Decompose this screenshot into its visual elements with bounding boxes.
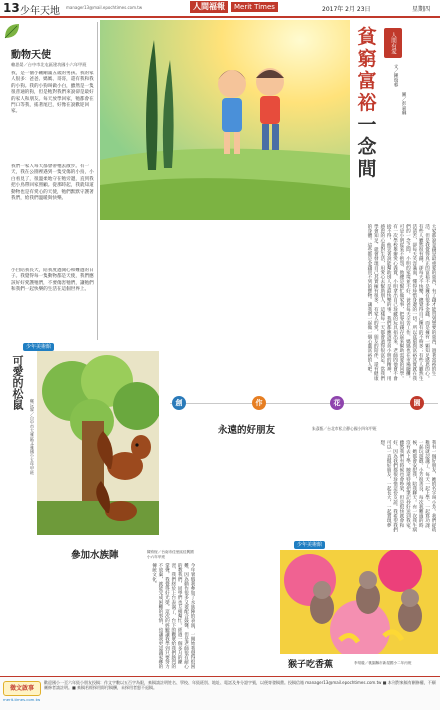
leaf-icon (3, 22, 21, 40)
banner-line (170, 403, 438, 404)
creative-garden-banner (170, 393, 438, 415)
story-author: 賴思晏／台中市北屯區建功國小六年甲班 (11, 62, 87, 67)
banner-char: 園 (410, 396, 424, 410)
issue-date: 2017年 2月 23日 (322, 6, 371, 13)
story-paragraph: 我們一家人每天都會帶牠去散步。有一天，我在公園裡遇到一隻受傷的小鳥，小白看見了，很溫柔地守在牠旁邊，直到我把小鳥帶回家照顧。從那時起，我就知道動物也是有愛心的天使，牠們默默守護著我們，給我們溫暖與快樂。 (11, 164, 94, 202)
title-char: 窮 (357, 48, 377, 70)
art-author: 李易璇／桃園縣市新屋國小二年丙班 (354, 661, 412, 665)
page-number: 13 (3, 1, 20, 15)
story-title: 動物天使 (11, 50, 51, 61)
art-title: 猴子吃香蕉 (288, 660, 334, 670)
story-paragraph: 我，是一個小剛剛滿五歲的男孩。我的家人很多：爸爸、媽媽、哥哥，還有我和我的小狗。我的小狗叫做小白，雖然是一隻很普通的狗，但是牠對我們來說卻是最好的家人和朋友。每天放學回家，牠都會在門口等我，搖著尾巴，好像在說歡迎回家。 (11, 71, 94, 115)
page-header (0, 0, 440, 18)
brand-english: Merit Times (231, 2, 278, 12)
call-for-submissions-badge: 徵文啟事 (3, 681, 41, 696)
story-paragraph: 小白陪我長大，陪我度過開心和難過的日子。我覺得每一隻動物都是天使，我們應該好好愛護牠們，不要傷害牠們，讓牠們和我們一起快樂的生活在這個世界上。 (11, 268, 94, 293)
art-author: 鄭沅霖／台中市大雅區文雅國小五年甲班 (30, 399, 35, 475)
story-title: 永遠的好朋友 (218, 425, 276, 436)
banner-char: 創 (172, 396, 186, 410)
monkey-artwork (280, 541, 438, 675)
title-char: 裕 (357, 92, 377, 114)
monkey-drawing (280, 550, 438, 654)
footer-text: 歡迎國小一至六年級小朋友投稿：作文字數以五百字為限，來稿請註明姓名、學校、年級班別、地址、電話及身分證字號，以便寄發稿費。投稿信箱 manager13@mail.epochtimes.com.tw ■ 本刊對來稿有刪修權，不願刪修者請註明。■ 來稿若經採用即付稿酬，未採用者恕不退稿。 (44, 680, 436, 691)
banner-char: 作 (252, 396, 266, 410)
footer-notice (0, 676, 440, 710)
water-story (3, 541, 197, 675)
title-char: 富 (357, 70, 377, 92)
title-char: 一 (357, 114, 377, 136)
feature-illustration (100, 20, 350, 220)
feature-body: 大家都說金錢是最重要的東西，有了錢才能買到想要的東西，過著富裕的生活。但是我覺得真正的富裕不是擁有很多金錢，而是擁有一顆知足感恩的心。有些人雖然很有錢，卻每天不快樂，總覺得自己擁有的不夠多；有些人雖然生活清苦，卻每天笑容滿面，懂得珍惜身邊的一切。所以貧窮與富裕其實就在我們的一念之間。小明的家境並不好，爸爸每天辛苦工作，媽媽也在市場擺攤。可是小明從來不抱怨，他總是幫忙做家事，把零用錢存起來幫助需要的同學。有一次學校舉辦愛心義賣，小明拿出自己珍藏的玩具捐出來，老師問他會不會捨不得，他笑著說能幫助別人是最快樂的事。我們都應該學習小明的精神，用感恩的心面對生活，用愛心去幫助別人，這樣每一天都會過得很富足。當我們學會知足，就會發現自己其實擁有很多，有家人的愛、朋友的陪伴，還有健康的身體。這些都是金錢買不到的寶物。讓我們一起做一個心靈富裕的人吧。 (366, 224, 436, 381)
contact-email[interactable]: manager13@mail.epochtimes.com.tw (66, 5, 143, 10)
brand-logo: 人間福報 (190, 1, 228, 13)
left-story (3, 22, 96, 340)
footer-site[interactable]: merit-times.com.tw (3, 697, 41, 702)
section-name: 少年天地 (20, 6, 60, 17)
story-body: 今年暑假我參加了水族陣的表演，一開始我覺得很困難，因為動作很多又要配合鼓聲，但是老師很有耐心的教我們，同學們也互相幫忙。經過一個多月的練習，我們終於上台表演了，台下的觀眾給我們熱烈的掌聲，我覺得好光榮。這次的經驗讓我學到只要努力不放棄，就能完成困難的事情，也讓我更認識家鄉的傳統文化。 (151, 563, 195, 669)
title-char: 貧 (357, 26, 377, 48)
story-author: 朱彥甄／台北市私立靜心國小四年甲班 (312, 426, 377, 431)
art-tag: 少年美術館 (294, 541, 325, 549)
art-tag: 少年美術館 (23, 343, 54, 351)
byline-writer: 文／鍾瑞蓉 (393, 64, 398, 87)
feature-header (352, 22, 438, 232)
byline-artist: 圖／彭嘉琳 (401, 92, 406, 115)
banner-char: 花 (330, 396, 344, 410)
story-body: 我有一個好朋友，她的名字叫小芳。我們從幼稚園就認識了，每天一起上學、一起寫功課、一起玩遊戲。小芳很善良，每次我難過的時候，她都會安慰我，陪我聊天。有一次我生病沒有去上學，她還特地把筆記抄好送到我家。雖然我們有時候也會吵架，但是很快就會和好，因為我們都很珍惜這份友誼。我希望我們可以一直做好朋友，一起長大，一起實現夢想。 (379, 440, 436, 532)
friend-story (200, 418, 438, 536)
title-char: 間 (357, 158, 377, 180)
story-author: 陳宥恆／台南市佳里區佳興國小六年甲班 (147, 550, 194, 559)
title-char: 念 (357, 136, 377, 158)
leaf-decoration (3, 22, 21, 40)
story-title: 參加水族陣 (71, 550, 119, 561)
feature-title (354, 26, 380, 206)
column-divider (97, 22, 98, 340)
feature-badge: 人間有愛 (384, 28, 402, 58)
art-title: 可愛的松鼠 (11, 355, 24, 410)
weekday: 星期四 (412, 6, 431, 13)
